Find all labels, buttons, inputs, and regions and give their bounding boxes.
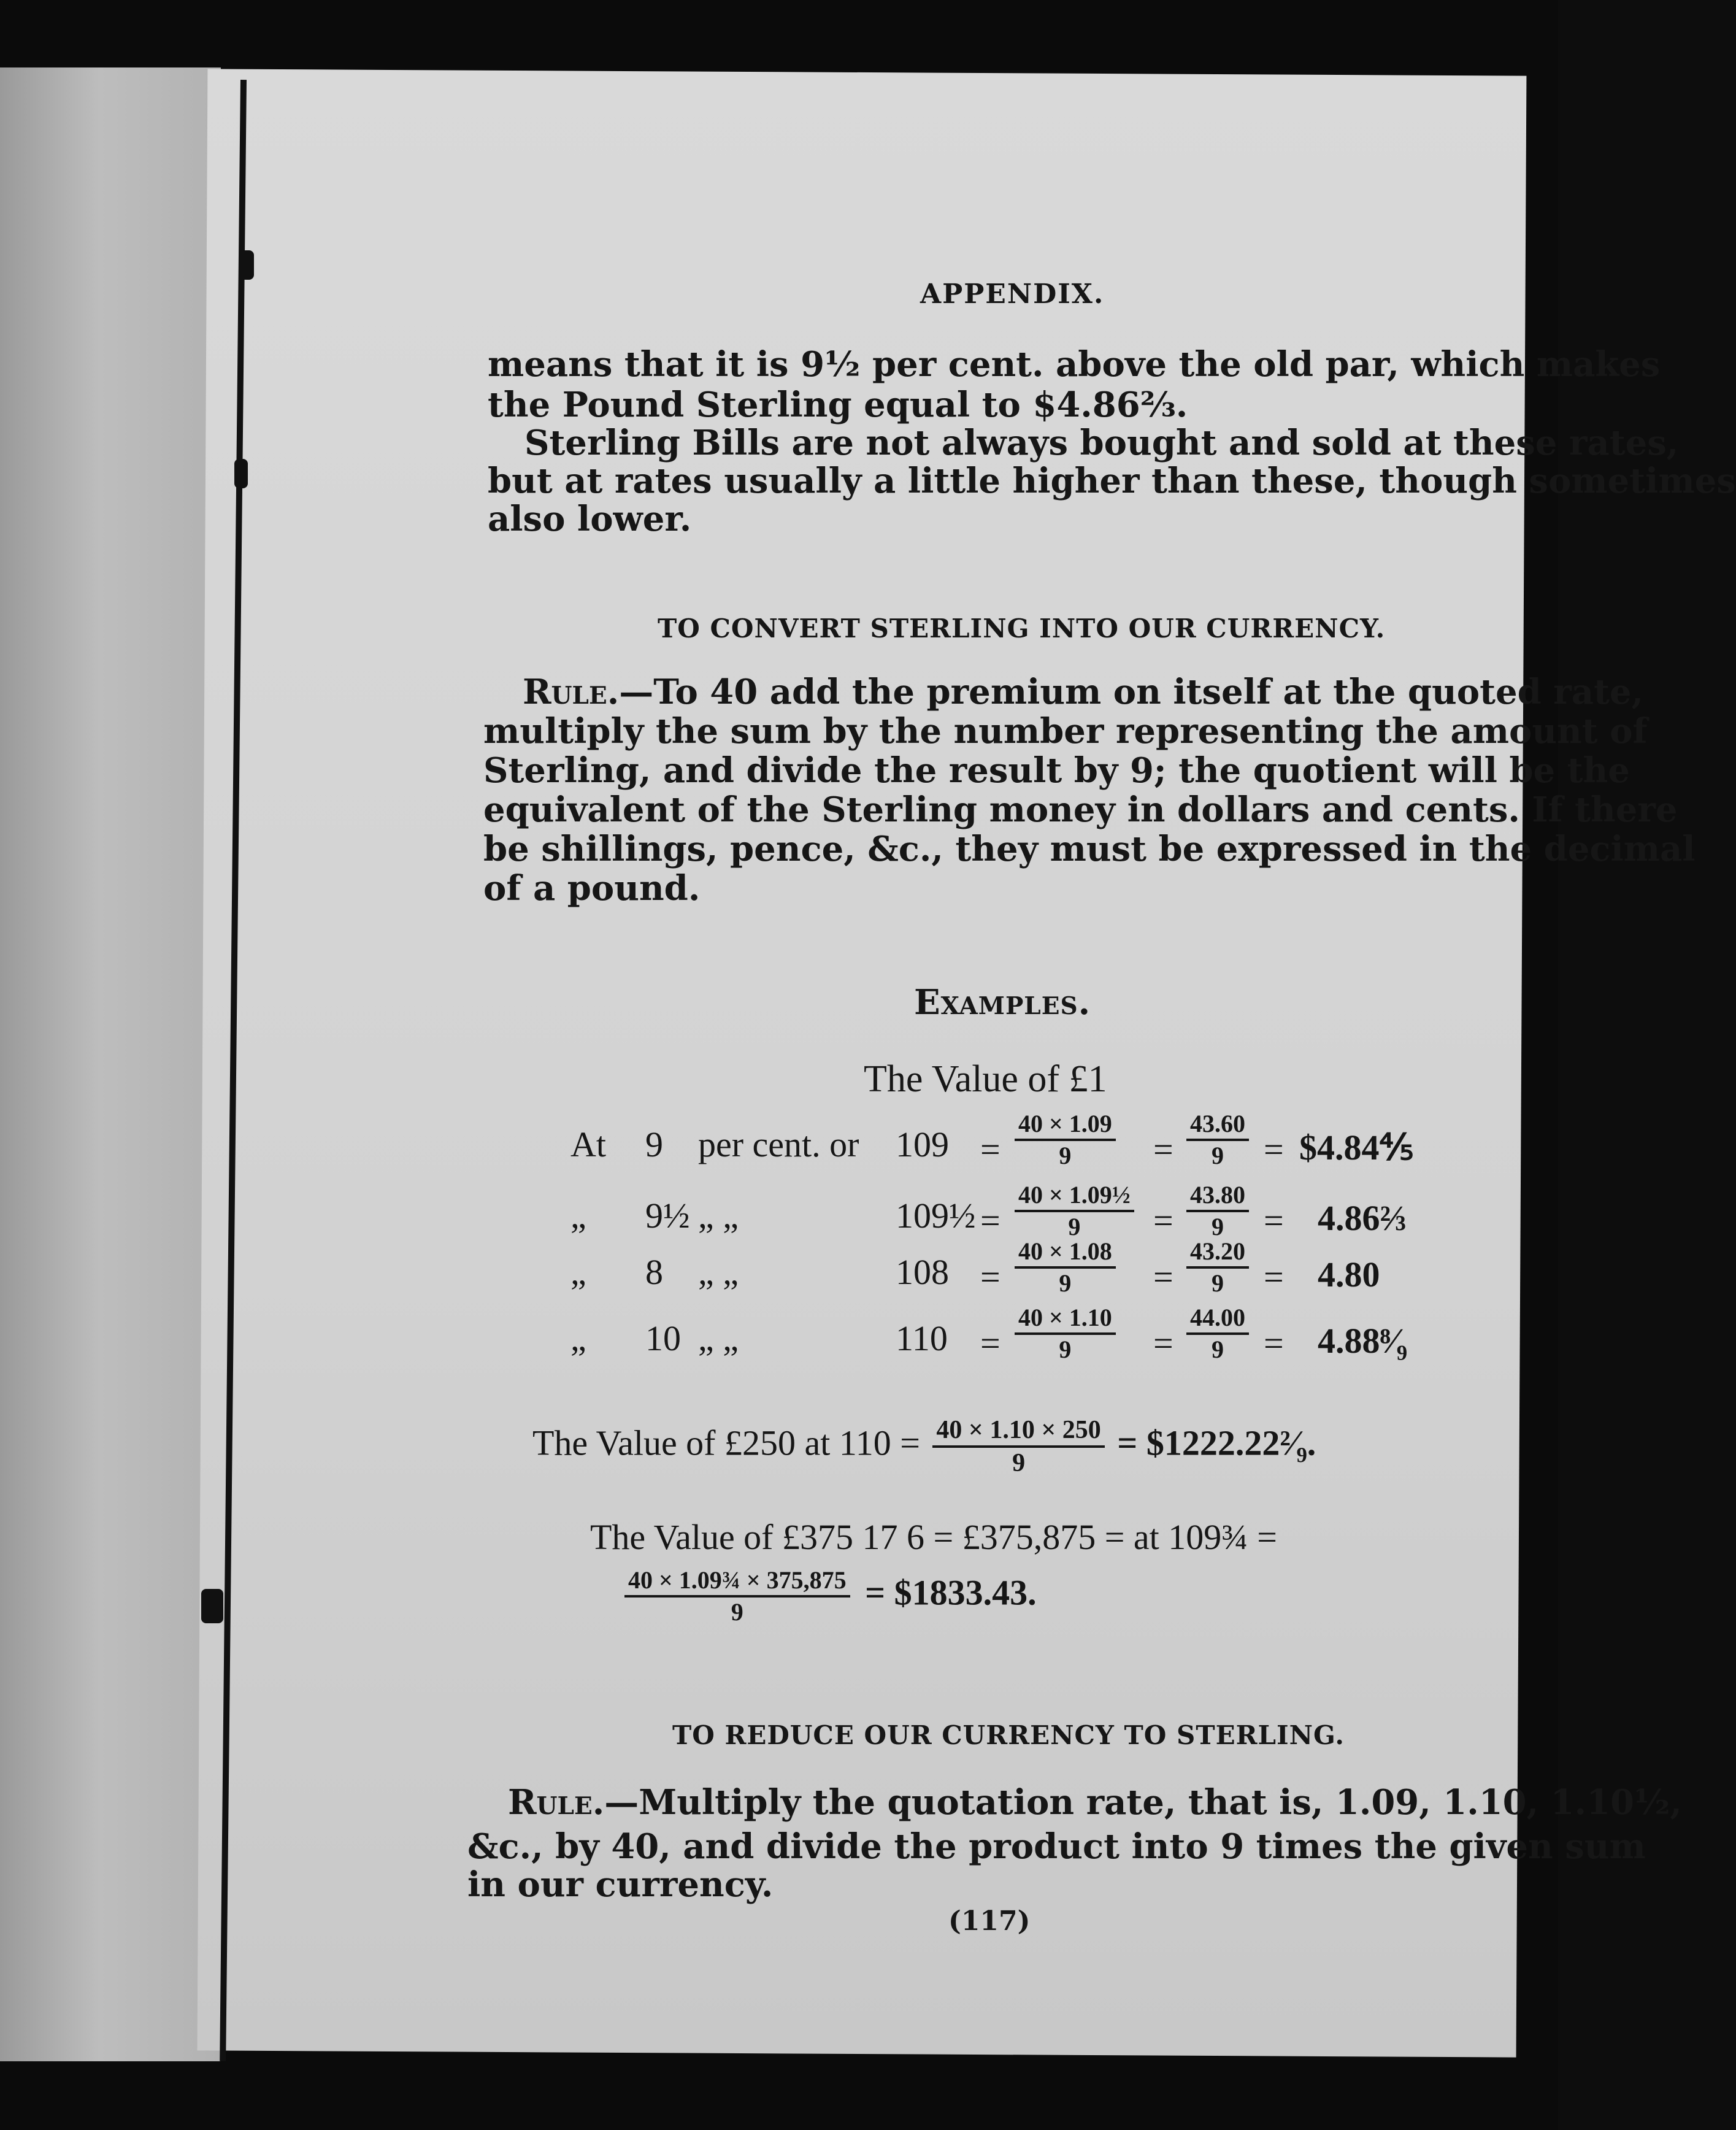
facing-page-edge: [0, 67, 221, 2061]
fraction-denominator: 9: [731, 1598, 743, 1626]
text-line: of a pound.: [483, 868, 701, 909]
equals-sign: =: [1264, 1201, 1284, 1240]
equals-sign: =: [1153, 1129, 1173, 1169]
fraction-numerator: 43.20: [1186, 1239, 1249, 1269]
binding-tab: [240, 250, 254, 280]
fraction-numerator: 40 × 1.10: [1015, 1305, 1116, 1335]
equation-result: = $1222.22²⁄₉.: [1117, 1423, 1316, 1463]
equation-lead: The Value of £250 at 110 =: [532, 1423, 920, 1463]
equals-sign: =: [1264, 1323, 1284, 1363]
equals-sign: =: [1153, 1323, 1173, 1363]
fraction: [1186, 1183, 1249, 1239]
row-connector: per cent. or: [698, 1125, 859, 1164]
text-line: be shillings, pence, &c., they must be expressed in the decimal: [483, 829, 1696, 869]
equals-sign: =: [980, 1257, 1001, 1297]
row-connector: „ „: [698, 1318, 739, 1358]
fraction-numerator: 40 × 1.09½: [1015, 1183, 1134, 1212]
text-line: also lower.: [488, 499, 692, 539]
fraction: [1015, 1183, 1134, 1239]
equals-sign: =: [980, 1323, 1001, 1363]
text-line: multiply the sum by the number representing the amount of: [483, 711, 1648, 752]
page-number: (117): [948, 1905, 1031, 1937]
equation-result: = $1833.43.: [865, 1572, 1037, 1613]
percent-value: 8: [645, 1252, 663, 1292]
examples-subheading: The Value of £1: [864, 1058, 1107, 1100]
fraction-denominator: 9: [1212, 1269, 1224, 1297]
percent-value: 9½: [645, 1196, 690, 1236]
row-connector: „ „: [698, 1196, 739, 1236]
fraction-denominator: 9: [1212, 1142, 1224, 1169]
text-line: but at rates usually a little higher than these, though sometimes: [488, 461, 1736, 501]
row-lead: At: [570, 1125, 606, 1164]
equation-lead: The Value of £375 17 6 = £375,875 = at 109¾ =: [590, 1517, 1277, 1557]
fraction: [1186, 1112, 1249, 1168]
fraction: [1015, 1239, 1116, 1296]
rate-value: 110: [896, 1318, 948, 1358]
binding-tab: [201, 1589, 223, 1623]
rate-value: 108: [896, 1252, 949, 1292]
fraction: [624, 1568, 850, 1624]
rule-label: Rule.: [508, 1782, 605, 1823]
text-line: [523, 672, 1644, 712]
row-lead: „: [570, 1318, 586, 1358]
fraction: [1186, 1239, 1249, 1296]
fraction-numerator: 43.60: [1186, 1112, 1249, 1141]
fraction-denominator: 9: [1059, 1336, 1072, 1363]
equals-sign: =: [1153, 1201, 1173, 1240]
value-375-equation: [624, 1568, 1037, 1624]
row-result: 4.88⁸⁄₉: [1318, 1321, 1407, 1361]
fraction: [1186, 1305, 1249, 1362]
binding-tab: [234, 459, 248, 488]
fraction-denominator: 9: [1012, 1449, 1026, 1477]
fraction-denominator: 9: [1212, 1336, 1224, 1363]
fraction: [1015, 1112, 1116, 1168]
text-line: Sterling, and divide the result by 9; the quotient will be the: [483, 750, 1630, 791]
running-title: APPENDIX.: [920, 279, 1105, 310]
percent-value: 10: [645, 1318, 681, 1358]
fraction: [932, 1417, 1104, 1476]
fraction-numerator: 40 × 1.09¾ × 375,875: [624, 1568, 850, 1598]
equals-sign: =: [980, 1129, 1001, 1169]
rate-value: 109: [896, 1125, 949, 1164]
value-375-line: [590, 1517, 1277, 1558]
rate-value: 109½: [896, 1196, 976, 1236]
rule-text: —To 40 add the premium on itself at the quoted rate,: [619, 672, 1644, 712]
equals-sign: =: [1264, 1129, 1284, 1169]
fraction-denominator: 9: [1068, 1213, 1081, 1240]
percent-value: 9: [645, 1125, 663, 1164]
fraction-denominator: 9: [1212, 1213, 1224, 1240]
row-lead: „: [570, 1196, 586, 1236]
fraction-numerator: 40 × 1.09: [1015, 1112, 1116, 1141]
fraction-denominator: 9: [1059, 1142, 1072, 1169]
fraction: [1015, 1305, 1116, 1362]
section-heading: TO CONVERT STERLING INTO OUR CURRENCY.: [658, 613, 1386, 644]
fraction-numerator: 40 × 1.10 × 250: [932, 1417, 1104, 1448]
fraction-numerator: 44.00: [1186, 1305, 1249, 1335]
example-row: [0, 1237, 1558, 1313]
row-result: 4.86⅔: [1318, 1198, 1407, 1238]
example-row: [0, 1181, 1558, 1256]
equals-sign: =: [980, 1201, 1001, 1240]
text-line: equivalent of the Sterling money in dollars and cents. If there: [483, 790, 1678, 830]
row-connector: „ „: [698, 1252, 739, 1292]
value-250-equation: [532, 1417, 1316, 1476]
text-line: means that it is 9½ per cent. above the old par, which makes: [488, 344, 1661, 385]
examples-heading: Examples.: [914, 982, 1091, 1023]
fraction-numerator: 43.80: [1186, 1183, 1249, 1212]
row-lead: „: [570, 1252, 586, 1292]
equals-sign: =: [1264, 1257, 1284, 1297]
text-line: &c., by 40, and divide the product into 9 times the given sum: [467, 1826, 1646, 1867]
fraction-numerator: 40 × 1.08: [1015, 1239, 1116, 1269]
text-line: [508, 1782, 1682, 1823]
section-heading: TO REDUCE OUR CURRENCY TO STERLING.: [672, 1720, 1345, 1750]
row-result: 4.80: [1318, 1255, 1380, 1294]
text-line: in our currency.: [467, 1864, 774, 1905]
fraction-denominator: 9: [1059, 1269, 1072, 1297]
equals-sign: =: [1153, 1257, 1173, 1297]
text-line: the Pound Sterling equal to $4.86⅔.: [488, 385, 1188, 425]
text-line: Sterling Bills are not always bought and sold at these rates,: [524, 423, 1679, 463]
row-result: $4.84⅘: [1299, 1128, 1414, 1167]
rule-text: —Multiply the quotation rate, that is, 1.09, 1.10, 1.10½,: [604, 1782, 1682, 1823]
rule-label: Rule.: [523, 672, 620, 712]
